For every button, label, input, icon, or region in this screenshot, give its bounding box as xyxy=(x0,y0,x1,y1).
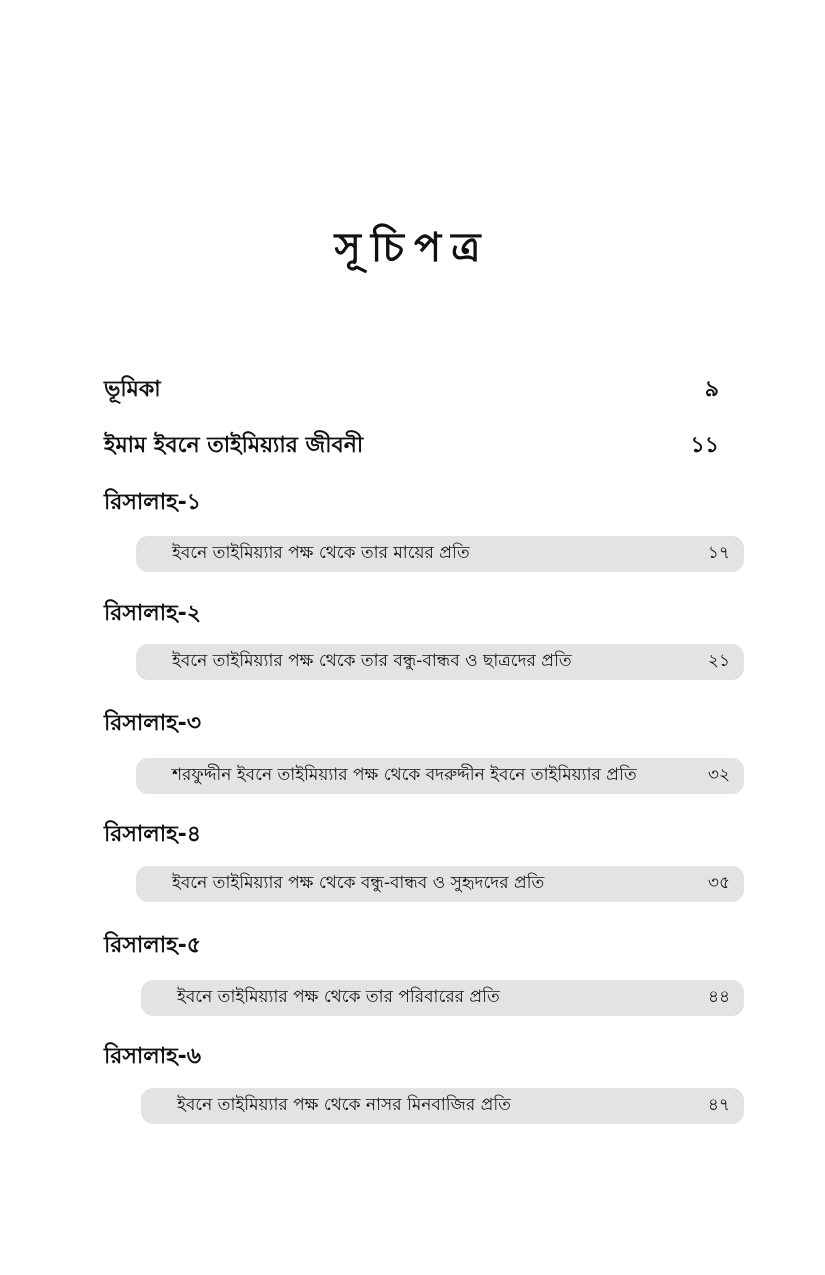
section-heading-risalah-6: রিসালাহ-৬ xyxy=(104,1044,202,1069)
toc-entry-label: ইবনে তাইমিয়্যার পক্ষ থেকে তার পরিবারের প্রতি xyxy=(177,987,500,1007)
toc-entry-label: ইবনে তাইমিয়্যার পক্ষ থেকে তার বন্ধু-বান্ধব ও ছাত্রদের প্রতি xyxy=(172,651,572,671)
toc-entry-page: ১৭ xyxy=(707,543,730,563)
toc-entry-introduction[interactable] xyxy=(104,373,719,407)
section-heading-risalah-4: রিসালাহ-৪ xyxy=(104,822,202,847)
toc-entry-page: ২১ xyxy=(707,651,730,671)
toc-entry-page: ৩৫ xyxy=(707,873,730,893)
toc-entry-page: ৪৭ xyxy=(707,1095,730,1115)
toc-entry-risalah-2[interactable] xyxy=(136,644,744,680)
section-heading-risalah-1: রিসালাহ-১ xyxy=(104,490,202,515)
toc-entry-page: ৩২ xyxy=(707,765,730,785)
toc-entry-risalah-6[interactable] xyxy=(141,1088,744,1124)
toc-entry-risalah-4[interactable] xyxy=(136,866,744,902)
section-heading-risalah-3: রিসালাহ-৩ xyxy=(104,711,202,736)
toc-entry-label: ইমাম ইবনে তাইমিয়্যার জীবনী xyxy=(104,432,364,458)
toc-entry-label: শরফুদ্দীন ইবনে তাইমিয়্যার পক্ষ থেকে বদরুদ্দীন ইবনে তাইমিয়্যার প্রতি xyxy=(172,765,637,785)
toc-entry-risalah-5[interactable] xyxy=(141,980,744,1016)
toc-entry-biography[interactable] xyxy=(104,429,719,463)
toc-entry-label: ভূমিকা xyxy=(104,376,161,402)
page-title: সূচিপত্র xyxy=(334,225,491,271)
toc-entry-risalah-3[interactable] xyxy=(136,758,744,794)
toc-entry-page: ১১ xyxy=(690,432,719,458)
toc-entry-page: ৯ xyxy=(704,376,719,402)
toc-entry-risalah-1[interactable] xyxy=(136,536,744,572)
section-heading-risalah-5: রিসালাহ-৫ xyxy=(104,933,202,958)
section-heading-risalah-2: রিসালাহ-২ xyxy=(104,601,202,626)
toc-entry-label: ইবনে তাইমিয়্যার পক্ষ থেকে তার মায়ের প্রতি xyxy=(172,543,470,563)
toc-entry-page: ৪৪ xyxy=(707,987,730,1007)
toc-entry-label: ইবনে তাইমিয়্যার পক্ষ থেকে নাসর মিনবাজির প্রতি xyxy=(177,1095,511,1115)
toc-entry-label: ইবনে তাইমিয়্যার পক্ষ থেকে বন্ধু-বান্ধব ও সুহৃদদের প্রতি xyxy=(172,873,545,893)
